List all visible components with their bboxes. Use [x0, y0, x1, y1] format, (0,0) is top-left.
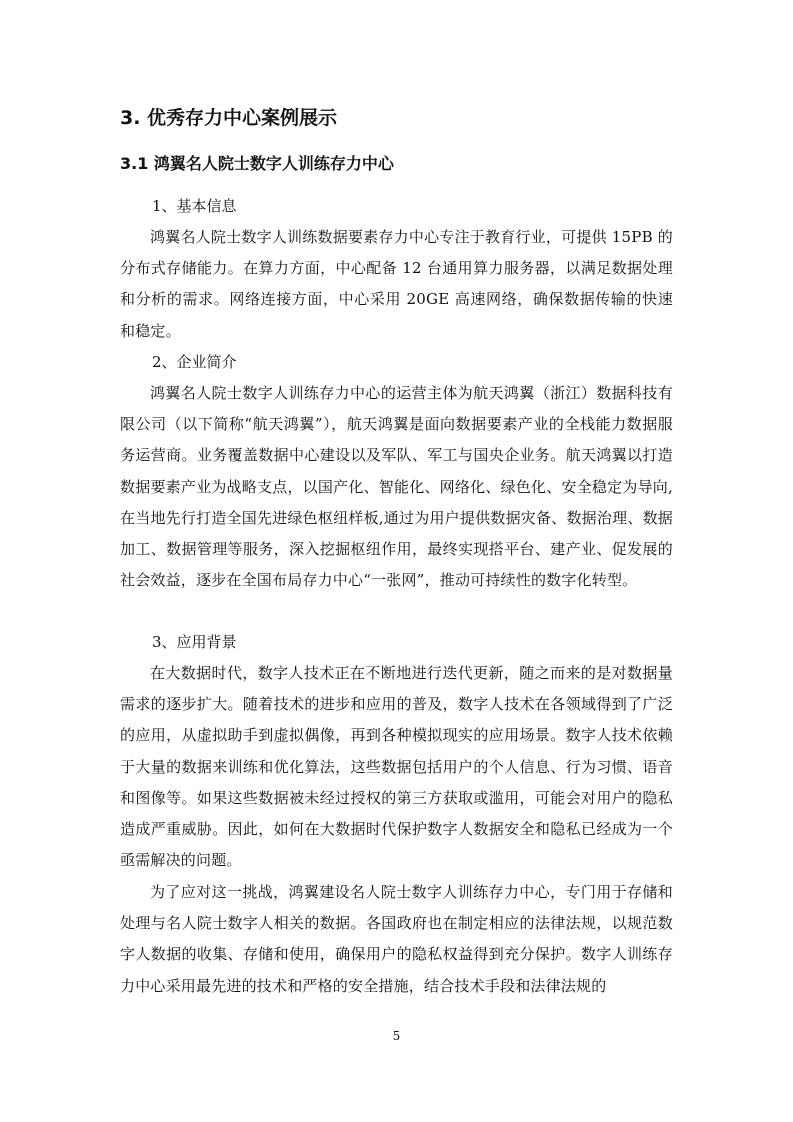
paragraph-company-intro: 鸿翼名人院士数字人训练存力中心的运营主体为航天鸿翼（浙江）数据科技有限公司（以下简称“航天鸿翼”），航天鸿翼是面向数据要素产业的全栈能力数据服务运营商。业务覆盖数据中心建设以及军队、军工与国央企业务。航天鸿翼以打造数据要素产业为战略支点，以国产化、智能化、网络化、绿色化、安全稳定为导向,在当地先行打造全国先进绿色枢纽样板,通过为用户提供数据灾备、数据治理、数据加工、数据管理等服务，深入挖掘枢纽作用，最终实现搭平台、建产业、促发展的社会效益，逐步在全国布局存力中心“一张网”，推动可持续性的数字化转型。	[120, 384, 673, 590]
item-label-application-background: 3、应用背景	[152, 633, 237, 651]
item-label-company-intro: 2、企业简介	[152, 353, 237, 371]
item-label-basic-info: 1、基本信息	[152, 197, 237, 215]
paragraph-application-background-1: 在大数据时代，数字人技术正在不断地进行迭代更新，随之而来的是对数据量需求的逐步扩大。随着技术的进步和应用的普及，数字人技术在各领域得到了广泛的应用，从虚拟助手到虚拟偶像，再到各种模拟现实的应用场景。数字人技术依赖于大量的数据来训练和优化算法，这些数据包括用户的个人信息、行为习惯、语音和图像等。如果这些数据被未经过授权的第三方获取或滥用，可能会对用户的隐私造成严重威胁。因此，如何在大数据时代保护数字人数据安全和隐私已经成为一个亟需解决的问题。	[120, 664, 673, 870]
page-number: 5	[392, 1029, 401, 1043]
paragraph-application-background-2: 为了应对这一挑战，鸿翼建设名人院士数字人训练存力中心，专门用于存储和处理与名人院士数字人相关的数据。各国政府也在制定相应的法律法规，以规范数字人数据的收集、存储和使用，确保用户的隐私权益得到充分保护。数字人训练存力中心采用最先进的技术和严格的安全措施，结合技术手段和法律法规的	[120, 883, 673, 995]
paragraph-basic-info: 鸿翼名人院士数字人训练数据要素存力中心专注于教育行业，可提供 15PB 的分布式存储能力。在算力方面，中心配备 12 台通用算力服务器，以满足数据处理和分析的需求。网络连接方面，中心采用 20GE 高速网络，确保数据传输的快速和稳定。	[120, 228, 673, 340]
subsection-heading: 3.1 鸿翼名人院士数字人训练存力中心	[120, 154, 394, 173]
section-heading: 3. 优秀存力中心案例展示	[120, 107, 338, 129]
